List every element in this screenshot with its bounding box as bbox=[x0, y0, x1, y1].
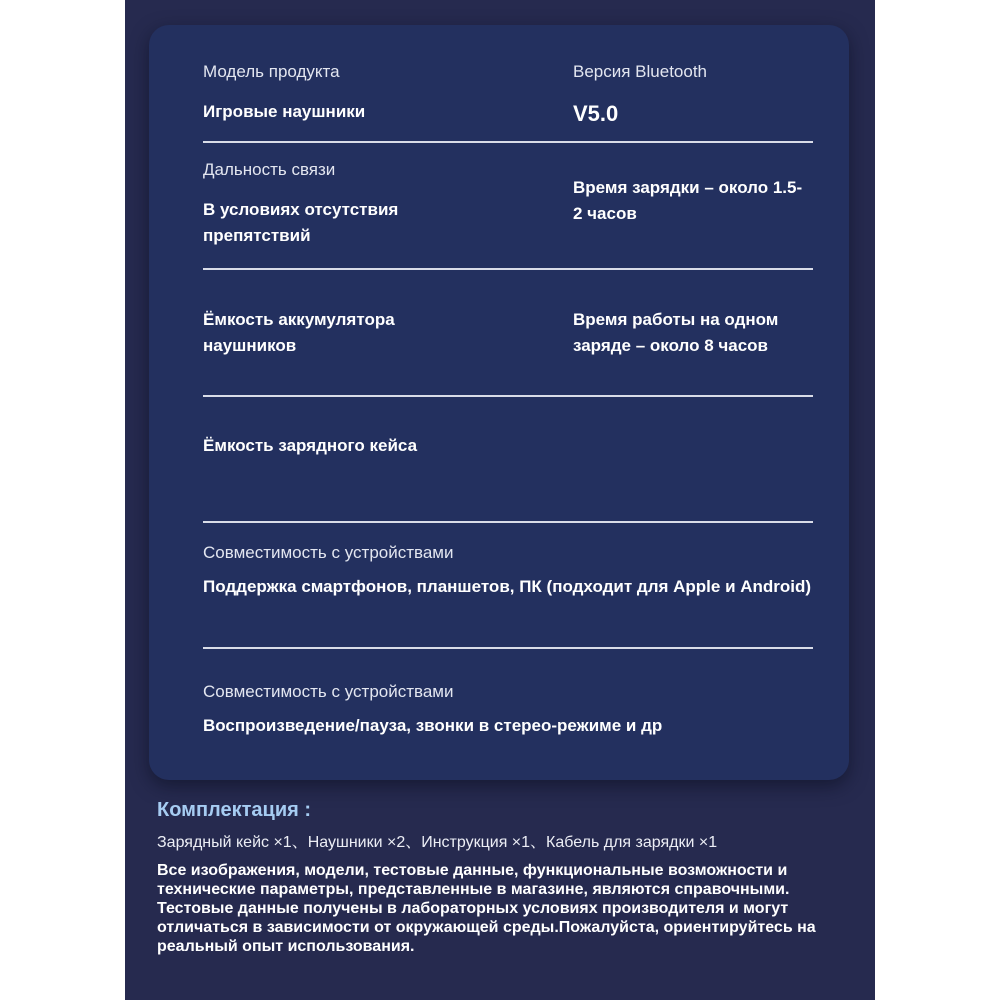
specifications-card bbox=[149, 25, 849, 780]
row-divider bbox=[203, 395, 813, 397]
work-time-value: Время работы на одном заряде – около 8 часов bbox=[573, 310, 779, 355]
case-battery-value: Ёмкость зарядного кейса bbox=[203, 436, 418, 455]
compatibility-value: Поддержка смартфонов, планшетов, ПК (подходит для Apple и Android) bbox=[203, 577, 812, 596]
row-divider bbox=[203, 647, 813, 649]
functions-value: Воспроизведение/пауза, звонки в стерео-режиме и др bbox=[203, 716, 663, 735]
disclaimer-text: Все изображения, модели, тестовые данные, функциональные возможности и технические параметры, представленные в магазине, являются справочными. Тестовые данные получены в лабораторных условиях производителя и могут отличаться в зависимости от окружающей среды.Пожалуйста, ориентируйтесь на реальный опыт использования. bbox=[157, 862, 816, 955]
earbuds-battery-value: Ёмкость аккумулятора наушников bbox=[203, 310, 395, 355]
bluetooth-version-label: Версия Bluetooth bbox=[573, 62, 708, 81]
kit-items: Зарядный кейс ×1、Наушники ×2、Инструкция ×1、Кабель для зарядки ×1 bbox=[157, 834, 718, 851]
range-value: В условиях отсутствия препятствий bbox=[203, 200, 399, 245]
row-divider bbox=[203, 141, 813, 143]
kit-title: Комплектация : bbox=[157, 799, 312, 821]
charging-time-value: Время зарядки – около 1.5-2 часов bbox=[573, 178, 803, 223]
product-model-label: Модель продукта bbox=[203, 62, 340, 81]
compatibility-label: Совместимость с устройствами bbox=[203, 543, 454, 562]
bluetooth-version-value: V5.0 bbox=[573, 101, 619, 126]
product-spec-page bbox=[125, 0, 875, 1000]
row-divider bbox=[203, 521, 813, 523]
functions-label: Совместимость с устройствами bbox=[203, 682, 454, 701]
product-model-value: Игровые наушники bbox=[203, 102, 366, 121]
range-label: Дальность связи bbox=[203, 160, 336, 179]
row-divider bbox=[203, 268, 813, 270]
